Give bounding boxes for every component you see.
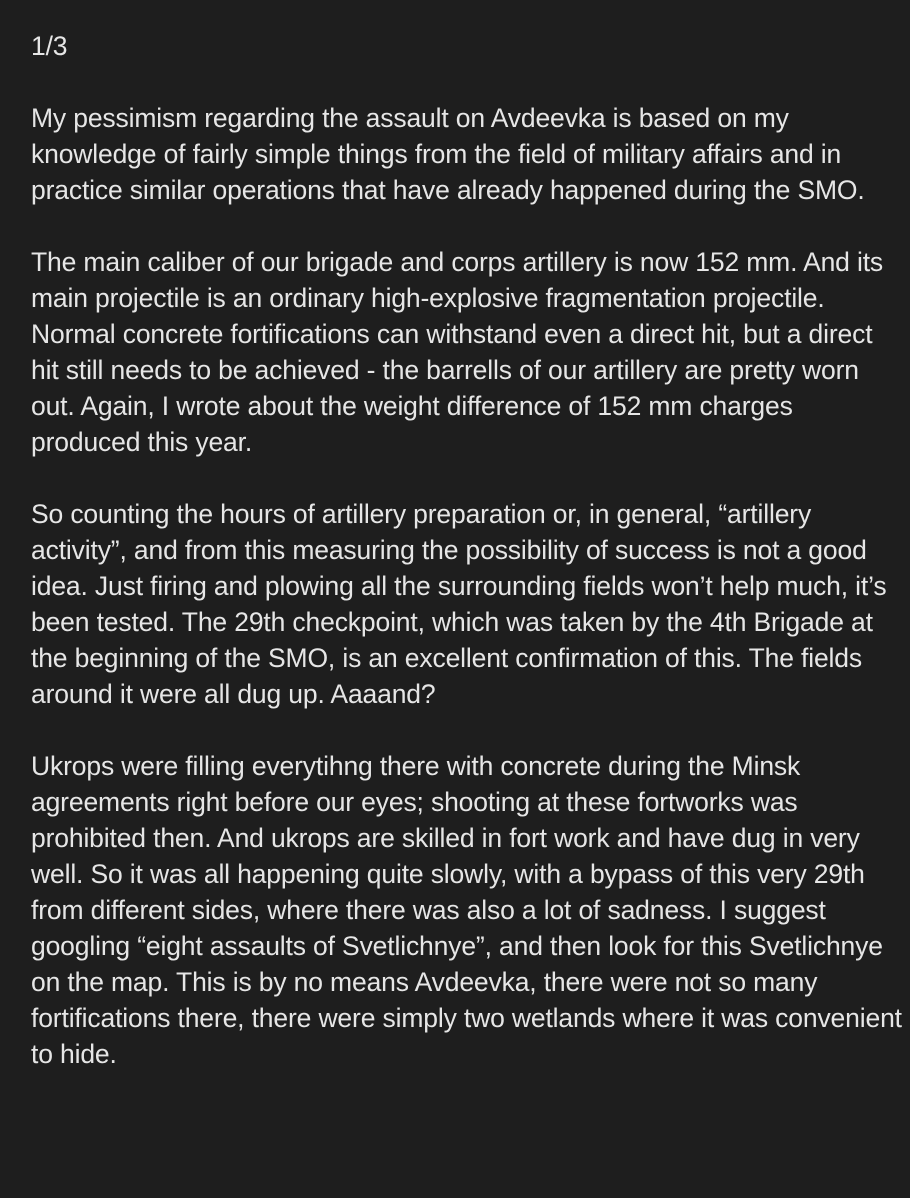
post-counter: 1/3: [31, 31, 68, 61]
post-body: [31, 28, 903, 1072]
paragraph-3: So counting the hours of artillery preparation or, in general, “artillery activity”, and from this measuring the possibility of success is not a good idea. Just firing and plowing all the surrounding fields won’t help much, it’s been tested. The 29th checkpoint, which was taken by the 4th Brigade at the beginning of the SMO, is an excellent confirmation of this. The fields around it were all dug up. Aaaand?: [31, 499, 887, 709]
paragraph-4: Ukrops were filling everytihng there with concrete during the Minsk agreements right before our eyes; shooting at these fortworks was prohibited then. And ukrops are skilled in fort work and have dug in very well. So it was all happening quite slowly, with a bypass of this very 29th from different sides, where there was also a lot of sadness. I suggest googling “eight assaults of Svetlichnye”, and then look for this Svetlichnye on the map. This is by no means Avdeevka, there were not so many fortifications there, there were simply two wetlands where it was convenient to hide.: [31, 751, 902, 1069]
paragraph-1: My pessimism regarding the assault on Avdeevka is based on my knowledge of fairly simple things from the field of military affairs and in practice similar operations that have already happened during the SMO.: [31, 103, 865, 205]
paragraph-2: The main caliber of our brigade and corps artillery is now 152 mm. And its main projectile is an ordinary high-explosive fragmentation projectile. Normal concrete fortifications can withstand even a direct hit, but a direct hit still needs to be achieved - the barrells of our artillery are pretty worn out. Again, I wrote about the weight difference of 152 mm charges produced this year.: [31, 247, 884, 457]
